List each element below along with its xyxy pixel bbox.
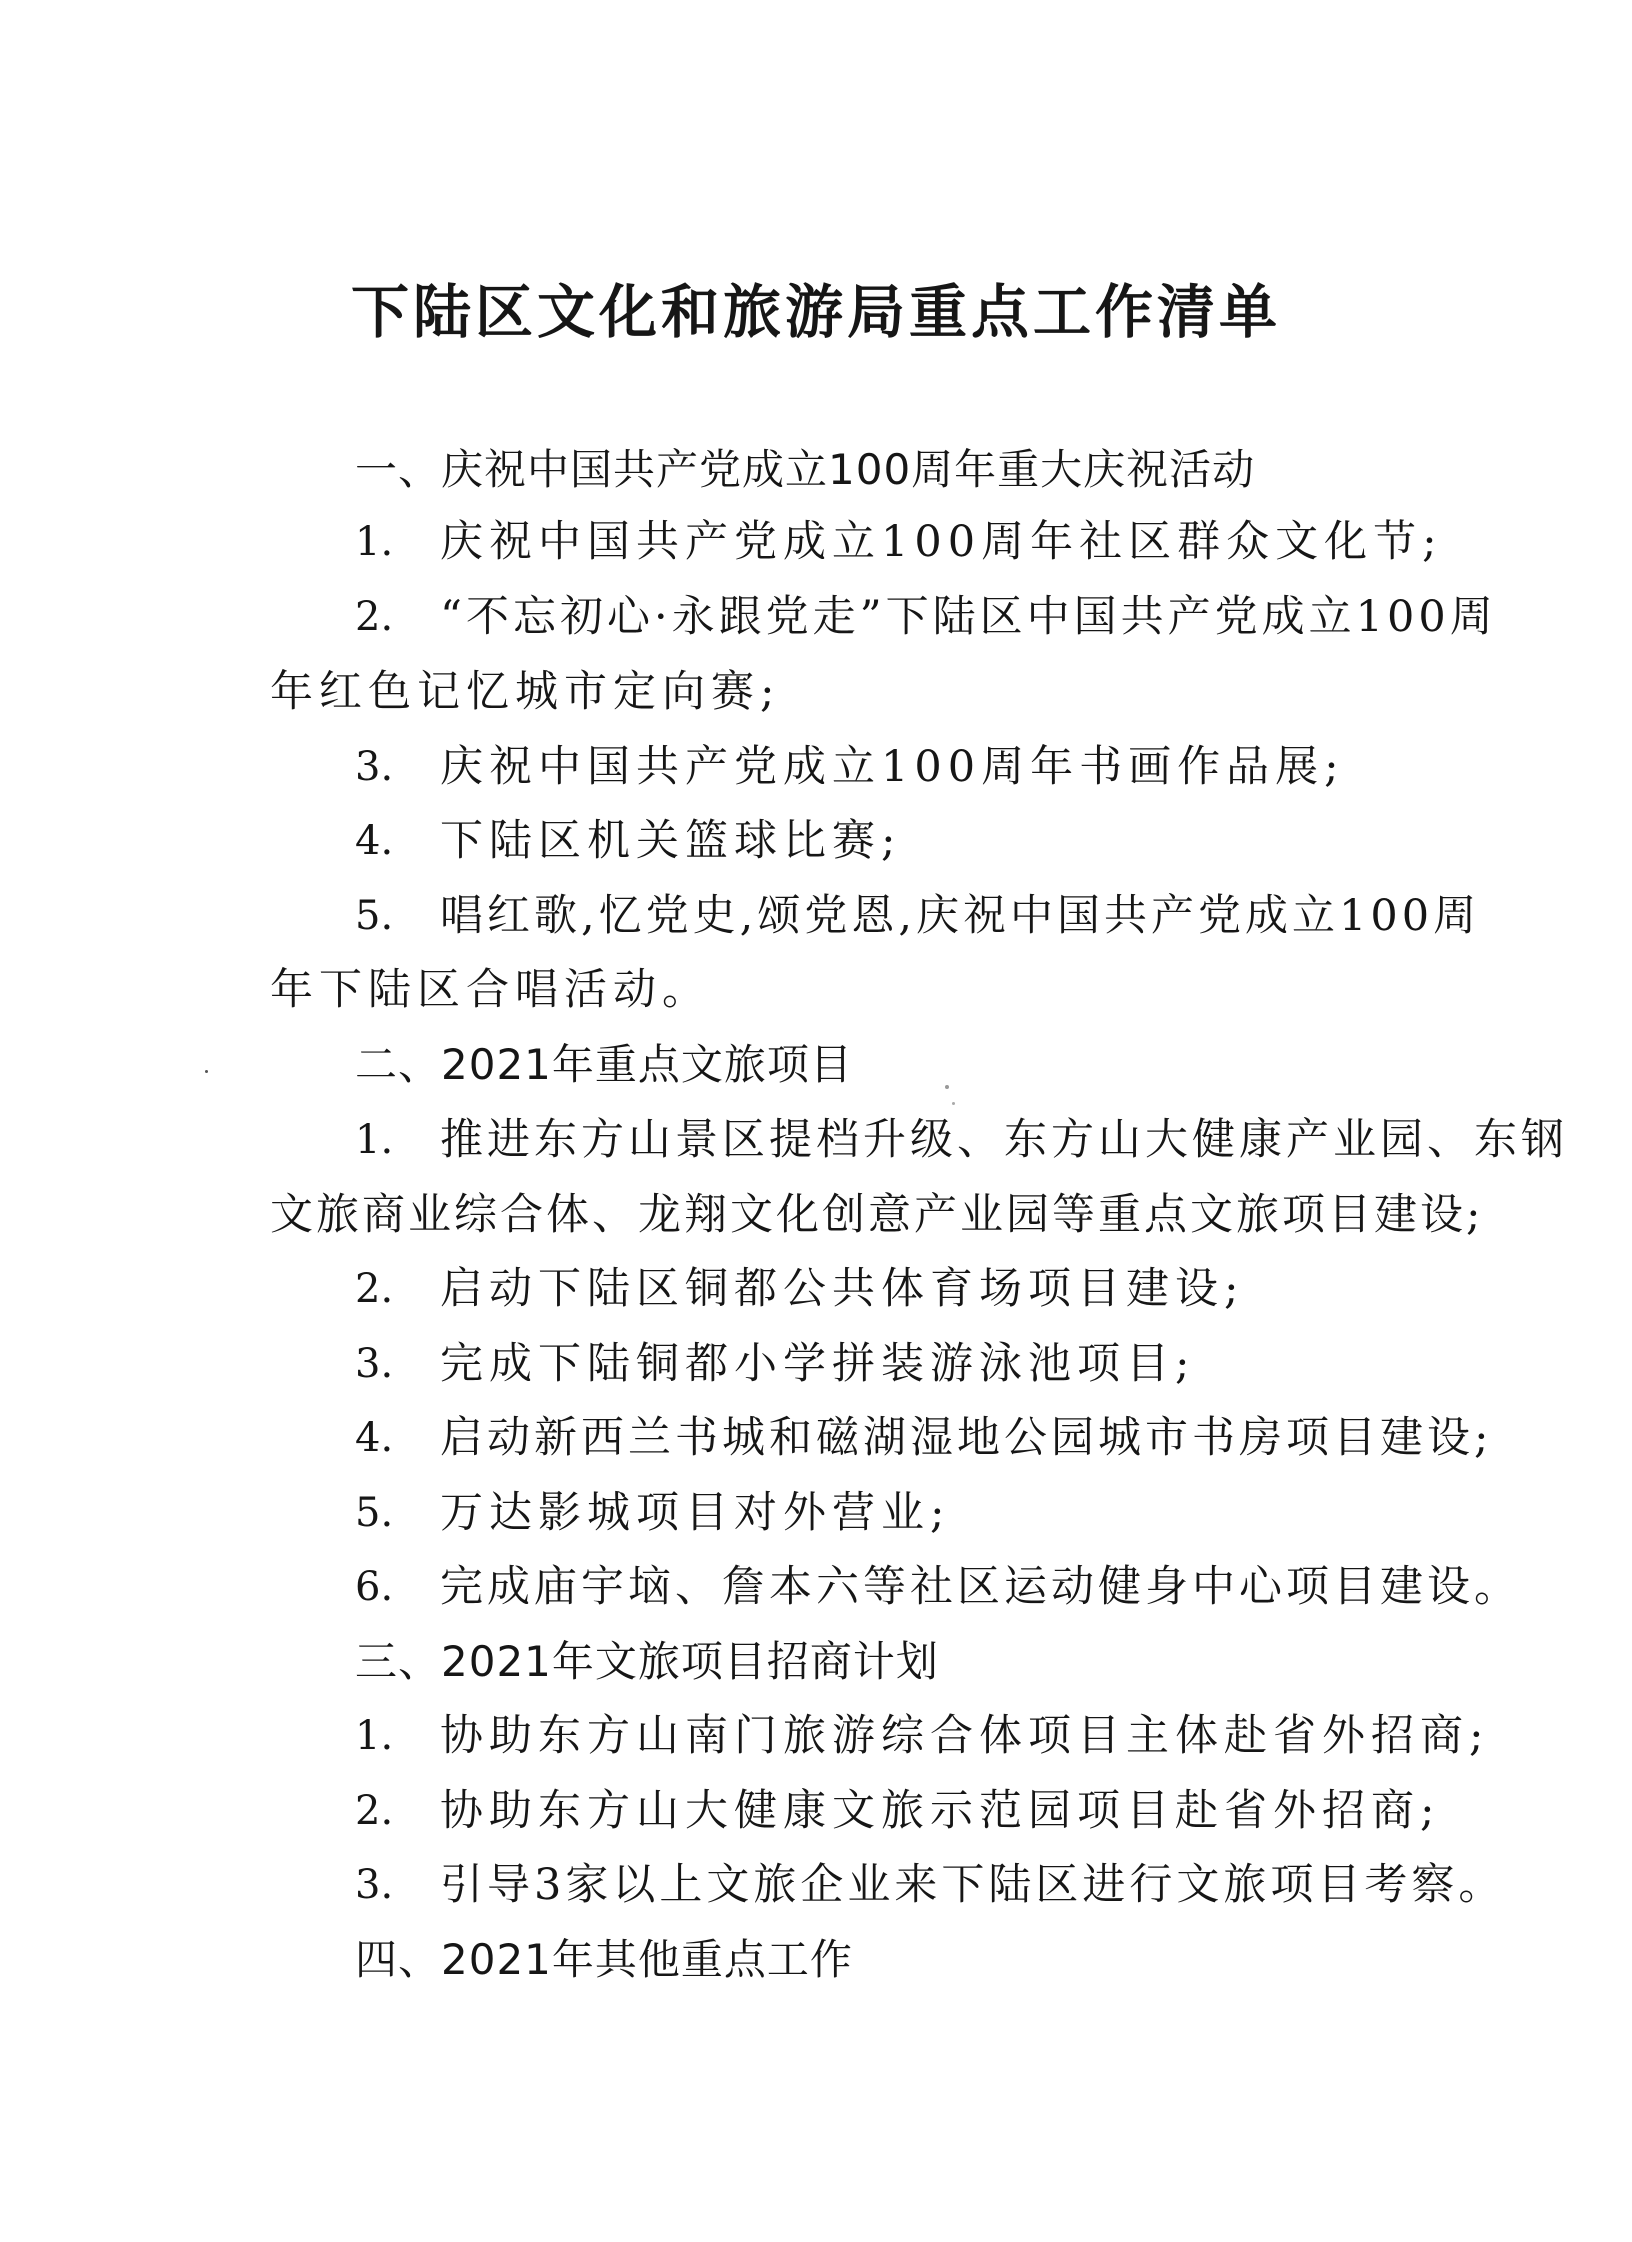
item-text: 协助东方山南门旅游综合体项目主体赴省外招商; [440,1711,1490,1761]
item-text: 庆祝中国共产党成立100周年书画作品展; [440,742,1345,792]
item-number: 2. [355,1788,394,1834]
item-text: 引导3家以上文旅企业来下陆区进行文旅项目考察。 [440,1860,1506,1910]
item-number: 1. [355,519,394,565]
item-text: 唱红歌,忆党史,颂党恩,庆祝中国共产党成立100周 [440,891,1481,941]
section-heading: 二、2021年重点文旅项目 [355,1040,853,1089]
item-text: 下陆区机关篮球比赛; [440,816,902,866]
item-text-continued: 年下陆区合唱活动。 [270,965,711,1015]
item-number: 5. [355,893,394,939]
item-number: 2. [355,594,394,640]
scan-speck [205,1070,208,1073]
item-text: 庆祝中国共产党成立100周年社区群众文化节; [440,517,1443,567]
item-text: 协助东方山大健康文旅示范园项目赴省外招商; [440,1786,1441,1836]
section-heading: 四、2021年其他重点工作 [355,1935,853,1984]
item-text: 完成下陆铜都小学拼装游泳池项目; [440,1339,1196,1389]
scan-speck [945,1085,949,1089]
document-title: 下陆区文化和旅游局重点工作清单 [350,278,1281,346]
item-text-continued: 年红色记忆城市定向赛; [270,667,781,717]
item-number: 2. [355,1266,394,1312]
item-number: 6. [355,1564,394,1610]
item-number: 3. [355,1341,394,1387]
item-text: 推进东方山景区提档升级、东方山大健康产业园、东钢 [440,1115,1568,1165]
item-number: 5. [355,1490,394,1536]
section-heading: 一、庆祝中国共产党成立100周年重大庆祝活动 [355,445,1256,494]
item-number: 3. [355,744,394,790]
item-text: “不忘初心·永跟党走”下陆区中国共产党成立100周 [440,592,1497,642]
item-number: 1. [355,1713,394,1759]
item-text: 万达影城项目对外营业; [440,1488,951,1538]
scan-speck [952,1102,955,1105]
item-text: 启动下陆区铜都公共体育场项目建设; [440,1264,1245,1314]
item-number: 1. [355,1117,394,1163]
item-number: 4. [355,818,394,864]
section-heading: 三、2021年文旅项目招商计划 [355,1637,939,1686]
item-number: 4. [355,1415,394,1461]
item-number: 3. [355,1862,394,1908]
item-text-continued: 文旅商业综合体、龙翔文化创意产业园等重点文旅项目建设; [270,1190,1484,1240]
item-text: 启动新西兰书城和磁湖湿地公园城市书房项目建设; [440,1413,1493,1463]
item-text: 完成庙宇垴、詹本六等社区运动健身中心项目建设。 [440,1562,1521,1612]
